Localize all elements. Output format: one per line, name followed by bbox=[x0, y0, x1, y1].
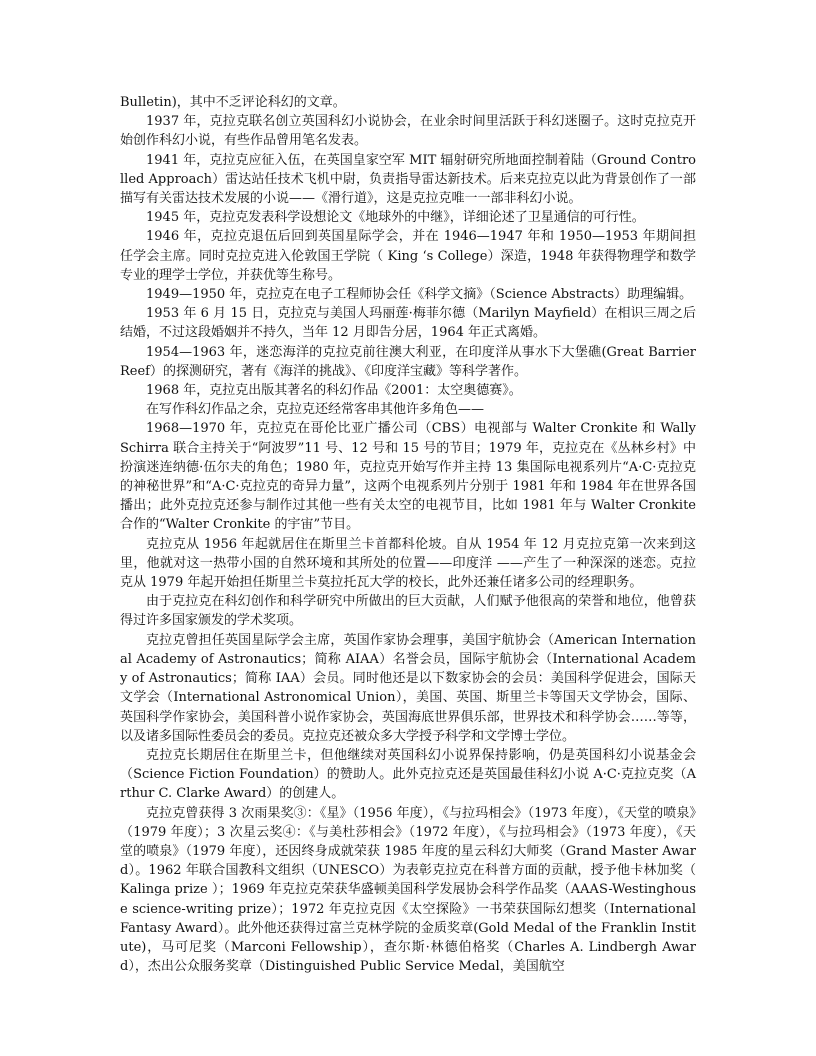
paragraph-awards: 克拉克曾获得 3 次雨果奖③：《星》（1956 年度），《与拉玛相会》（1973 年度），《天堂的喷泉》（1979 年度）；3 次星云奖④：《与美杜莎相会》（1972 年度），《与拉玛相会》（1973 年度），《天堂的喷泉》（1979 年度），还因终身成就荣获 1985 年度的星云科幻大师奖（Grand Master Award）。1962 年联合国教科文组织（UNESCO）为表彰克拉克在科普方面的贡献，授予他卡林加奖（ Kalinga prize ）；1969 年克拉克荣获华盛顿美国科学发展协会科学作品奖（AAAS-Westinghouse science-writing prize）；1972 年克拉克因《太空探险》一书荣获国际幻想奖（International Fantasy Award）。此外他还获得过富兰克林学院的金质奖章(Gold Medal of the Franklin Institute)，马可尼奖（Marconi Fellowship），查尔斯·林德伯格奖（Charles A. Lindbergh Award），杰出公众服务奖章（Distinguished Public Service Medal，美国航空 bbox=[120, 805, 696, 975]
paragraph-honors: 由于克拉克在科幻创作和科学研究中所做出的巨大贡献，人们赋予他很高的荣誉和地位，他曾获得过许多国家颁发的学术奖项。 bbox=[120, 594, 696, 629]
paragraph-1949: 1949—1950 年，克拉克在电子工程师协会任《科学文摘》（Science Abstracts）助理编辑。 bbox=[146, 287, 693, 303]
paragraph-1946: 1946 年，克拉克退伍后回到英国星际学会，并在 1946—1947 年和 1950—1953 年期间担任学会主席。同时克拉克进入伦敦国王学院（ King ‘s College）深造，1948 年获得物理学和数学专业的理学士学位，并获优等生称号。 bbox=[120, 229, 696, 283]
paragraph-sf-foundation: 克拉克长期居住在斯里兰卡，但他继续对英国科幻小说界保持影响，仍是英国科幻小说基金会（Science Fiction Foundation）的赞助人。此外克拉克还是英国最佳科幻小说 A·C·克拉克奖（Arthur C. Clarke Award）的创建人。 bbox=[120, 747, 696, 802]
paragraph-sri-lanka: 克拉克从 1956 年起就居住在斯里兰卡首都科伦坡。自从 1954 年 12 月克拉克第一次来到这里，他就对这一热带小国的自然环境和其所处的位置——印度洋 ——产生了一种深深的迷恋。克拉克从 1979 年起开始担任斯里兰卡莫拉托瓦大学的校长，此外还兼任诸多公司的经理职务。 bbox=[120, 536, 696, 591]
paragraph-other-roles: 在写作科幻作品之余，克拉克还经常客串其他许多角色—— bbox=[146, 402, 485, 418]
paragraph-tv-programs: 1968—1970 年，克拉克在哥伦比亚广播公司（CBS）电视部与 Walter Cronkite 和 Wally Schirra 联合主持关于“阿波罗”11 号、12 号和 15 号的节目；1979 年，克拉克在《丛林乡村》中扮演迷连纳德·伍尔夫的角色；1980 年，克拉克开始写作并主持 13 集国际电视系列片“A·C·克拉克的神秘世界”和“A·C·克拉克的奇异力量”，这两个电视系列片分别于 1981 年和 1984 年在世界各国播出；此外克拉克还参与制作过其他一些有关太空的电视节目，比如 1981 年与 Walter Cronkite 合作的“Walter Cronkite 的宇宙”节目。 bbox=[120, 421, 696, 533]
paragraph-1968-2001: 1968 年，克拉克出版其著名的科幻作品《2001：太空奥德赛》。 bbox=[146, 383, 522, 399]
paragraph-bulletin-continuation: Bulletin)，其中不乏评论科幻的文章。 bbox=[120, 95, 346, 110]
paragraph-1945: 1945 年，克拉克发表科学设想论文《地球外的中继》，详细论述了卫星通信的可行性。 bbox=[146, 210, 645, 226]
document-page bbox=[120, 93, 696, 976]
paragraph-1937: 1937 年，克拉克联名创立英国科幻小说协会，在业余时间里活跃于科幻迷圈子。这时克拉克开始创作科幻小说，有些作品曾用笔名发表。 bbox=[120, 114, 696, 149]
paragraph-1941: 1941 年，克拉克应征入伍，在英国皇家空军 MIT 辐射研究所地面控制着陆（Ground Controlled Approach）雷达站任技术飞机中尉，负责指导雷达新技术。后来克拉克以此为背景创作了一部描写有关雷达技术发展的小说——《滑行道》，这是克拉克唯一一部非科幻小说。 bbox=[120, 152, 696, 207]
paragraph-memberships: 克拉克曾担任英国星际学会主席，英国作家协会理事，美国宇航协会（American International Academy of Astronautics；简称 AIAA）名誉会员，国际宇航协会（International Academy of Astronautics；简称 IAA）会员。同时他还是以下数家协会的会员：美国科学促进会，国际天文学会（International Astronomical Union），美国、英国、斯里兰卡等国天文学协会，国际、英国科学作家协会，美国科普小说作家协会，英国海底世界俱乐部，世界技术和科学协会……等等，以及诸多国际性委员会的委员。克拉克还被众多大学授予科学和文学博士学位。 bbox=[120, 632, 696, 744]
paragraph-1953: 1953 年 6 月 15 日，克拉克与美国人玛丽莲·梅菲尔德（Marilyn Mayfield）在相识三周之后结婚，不过这段婚姻并不持久，当年 12 月即告分居，1964 年正式离婚。 bbox=[120, 306, 696, 341]
paragraph-1954: 1954—1963 年，迷恋海洋的克拉克前往澳大利亚，在印度洋从事水下大堡礁(Great Barrier Reef）的探测研究，著有《海洋的挑战》、《印度洋宝藏》等科学著作。 bbox=[120, 344, 696, 379]
